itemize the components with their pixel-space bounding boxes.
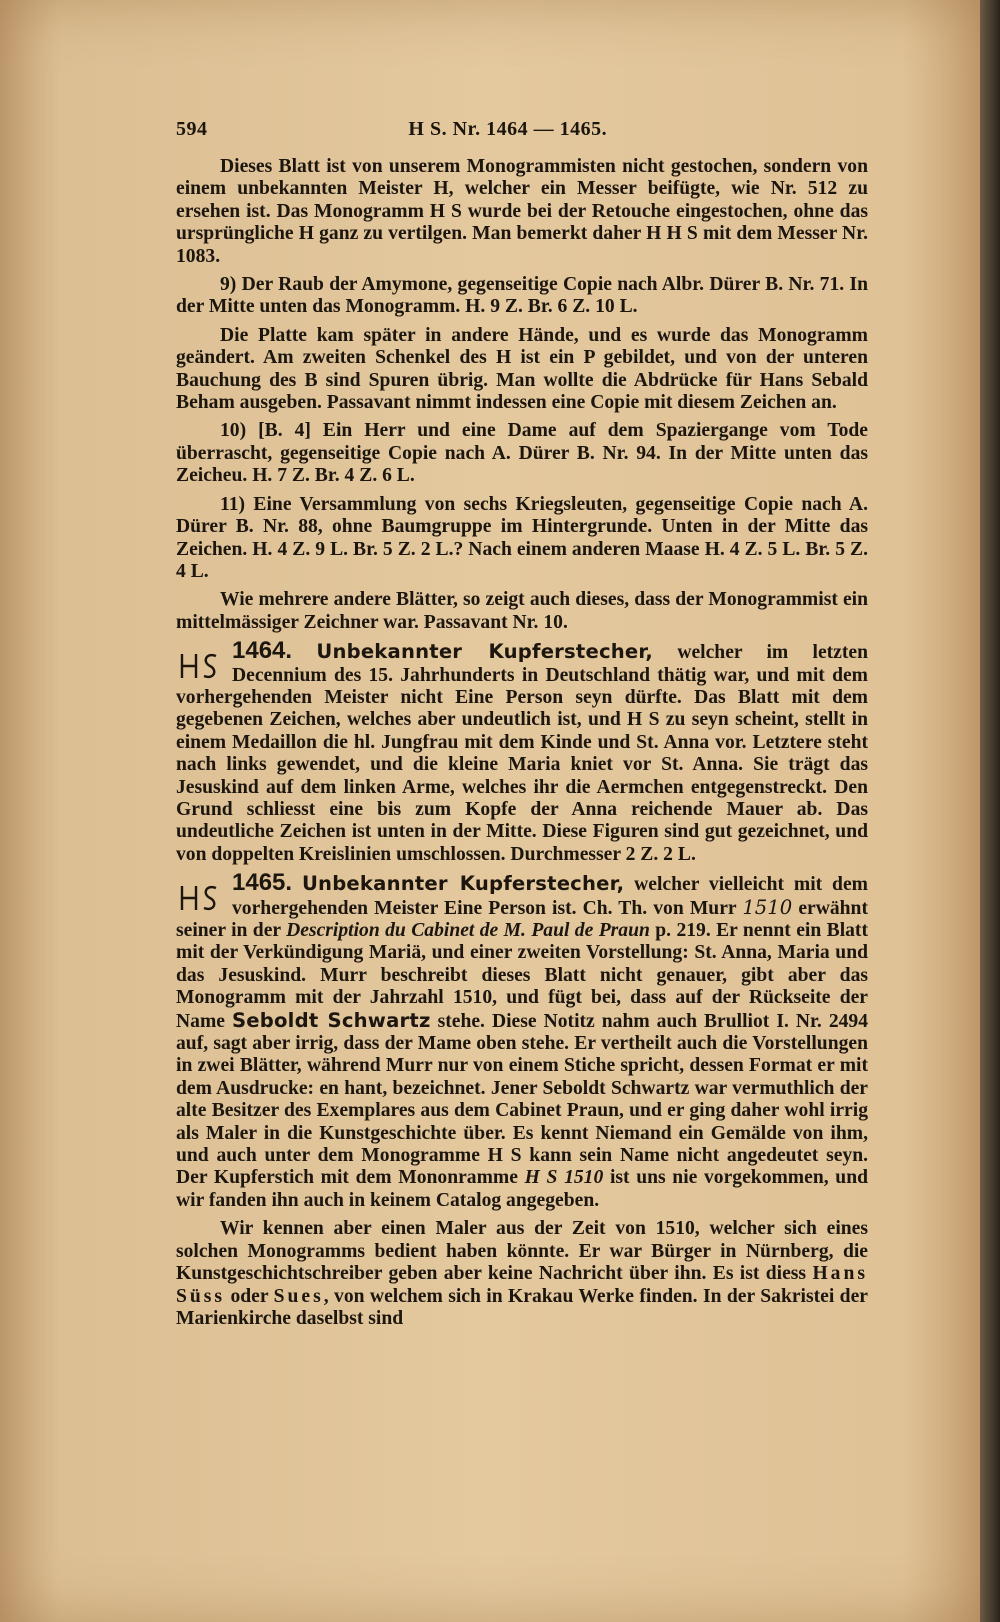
entry-text-1465-c: p. 219. Er nennt ein Blatt mit der Verkündigung Mariä, und einer zweiten Vorstellung: St. Anna, Maria und das Jesuskind. Murr beschreibt dieses Blatt nicht genauer, gibt aber das Monogramm mit der Jahrzahl 1510, und fügt bei, dass auf der Rückseite der Name xyxy=(176,920,868,1032)
final-text-c: , von welchem sich in Krakau Werke finden. In der Sakristei der Marienkirche daselbst sind xyxy=(176,1285,868,1329)
paragraph-item-11: 11) Eine Versammlung von sechs Kriegsleuten, gegenseitige Copie nach A. Dürer B. Nr. 88, ohne Baumgruppe im Hintergrunde. Unten in der Mitte das Zeichen. H. 4 Z. 9 L. Br. 5 Z. 2 L.? Nach einem anderen Maase H. 4 Z. 5 L. Br. 5 Z. 4 L. xyxy=(176,493,868,582)
paragraph-continuation: Dieses Blatt ist von unserem Monogrammisten nicht gestochen, sondern von einem unbekannten Meister H, welcher ein Messer beifügte, wie Nr. 512 zu ersehen ist. Das Monogramm H S wurde bei der Retouche eingestochen, ohne das ursprüngliche H ganz zu vertilgen. Man bemerkt daher H H S mit dem Messer Nr. 1083. xyxy=(176,156,868,267)
running-header xyxy=(176,118,868,144)
monogram-hs-glyph xyxy=(176,876,224,916)
monogram-hs-glyph xyxy=(176,644,224,684)
book-title-praun: Description du Cabinet de M. Paul de Praun xyxy=(286,920,650,941)
entry-number-1464: 1464. xyxy=(232,637,293,665)
paragraph-plate-history: Die Platte kam später in andere Hände, und es wurde das Monogramm geändert. Am zweiten Schenkel des H ist ein P gebildet, und von der unteren Bauchung des B sind Spuren übrig. Man wollte die Abdrücke für Hans Sebald Beham ausgeben. Passavant nimmt indessen eine Copie mit diesem Zeichen an. xyxy=(176,324,868,414)
entry-text-1464: welcher im letzten Decennium des 15. Jahrhunderts in Deutschland thätig war, und mit dem vorhergehenden Meister nicht Eine Person seyn dürfte. Das Blatt mit dem gegebenen Zeichen, welches aber undeutlich ist, und H S zu seyn scheint, stellt in einem Medaillon die hl. Jungfrau mit dem Kinde und St. Anna vor. Letztere steht nach links gewendet, und die kleine Maria kniet vor St. Anna. Sie trägt das Jesuskind auf dem linken Arme, welches ihr die Aermchen entgegenstreckt. Den Grund schliesst eine bis zum Kopfe der Anna reichende Mauer ab. Das undeutliche Zeichen ist unten in der Mitte. Diese Figuren sind gut gezeichnet, und von doppelten Kreislinien umschlossen. Durchmesser 2 Z. 2 L. xyxy=(176,642,868,865)
entry-text-1465-b: erwähnt seiner in der xyxy=(176,897,868,941)
monogram-hs-1510-text: H S 1510 xyxy=(524,1167,604,1189)
final-text-a: Wir kennen aber einen Maler aus der Zeit von 1510, welcher sich eines solchen Monogramms bedient haben könnte. Er war Bürger in Nürnberg, die Kunstgeschichtschreiber geben aber keine Nachricht über ihn. Es ist diess xyxy=(176,1218,868,1285)
monogram-hs-1465-icon xyxy=(176,876,224,916)
name-hans-suss: Hans Süss xyxy=(176,1263,868,1307)
entry-number-1465: 1465. xyxy=(232,869,293,897)
name-seboldt-schwartz: Seboldt Schwartz xyxy=(232,1008,431,1032)
year-script-1510: 1510 xyxy=(742,895,793,919)
entry-heading-1465: Unbekannter Kupferstecher, xyxy=(301,872,625,896)
entry-heading-1464: Unbekannter Kupferstecher, xyxy=(316,640,654,664)
paragraph-note: Wie mehrere andere Blätter, so zeigt auch dieses, dass der Monogrammist ein mittelmässiger Zeichner war. Passavant Nr. 10. xyxy=(176,589,868,633)
entry-1465 xyxy=(176,869,869,1212)
entry-text-1465-e: ist uns nie vorgekommen, und wir fanden ihn auch in keinem Catalog angegeben. xyxy=(176,1167,868,1211)
entry-1464 xyxy=(176,637,868,866)
entry-text-1465-a: welcher vielleicht mit dem vorhergehenden Meister Eine Person ist. Ch. Th. von Murr xyxy=(232,874,868,919)
running-title: H S. Nr. 1464 — 1465. xyxy=(408,118,608,140)
scan-edge xyxy=(980,0,1000,1622)
name-sues: Sues xyxy=(273,1285,324,1307)
paragraph-item-9: 9) Der Raub der Amymone, gegenseitige Copie nach Albr. Dürer B. Nr. 71. In der Mitte unten das Monogramm. H. 9 Z. Br. 6 Z. 10 L. xyxy=(176,274,868,318)
page-number: 594 xyxy=(176,118,208,140)
paragraph-item-10: 10) [B. 4] Ein Herr und eine Dame auf dem Spaziergange vom Tode überrascht, gegenseitige Copie nach A. Dürer B. Nr. 94. In der Mitte unten das Zeicheu. H. 7 Z. Br. 4 Z. 6 L. xyxy=(176,420,868,487)
header-spacer xyxy=(808,118,868,144)
paragraph-hans-suss xyxy=(176,1218,868,1330)
final-text-b: oder xyxy=(230,1285,269,1307)
monogram-hs-1464-icon xyxy=(176,644,224,684)
text-block xyxy=(176,118,868,1336)
entry-text-1465-d: stehe. Diese Notitz nahm auch Brulliot I. Nr. 2494 auf, sagt aber irrig, dass der Mame oben stehe. Er vertheilt auch die Vorstellungen in zwei Blätter, während Murr nur von einem Stiche spricht, dessen Format er mit dem Ausdrucke: en hant, bezeichnet. Jener Seboldt Schwartz war vermuthlich der alte Besitzer des Exemplares aus dem Cabinet Praun, und er ging daher wohl irrig als Maler in die Kunstgeschichte über. Es kennt Niemand ein Gemälde von ihm, und auch unter dem Monogramme H S kann sein Name nicht angedeutet seyn. Der Kupferstich mit dem Mononramme xyxy=(176,1010,869,1189)
